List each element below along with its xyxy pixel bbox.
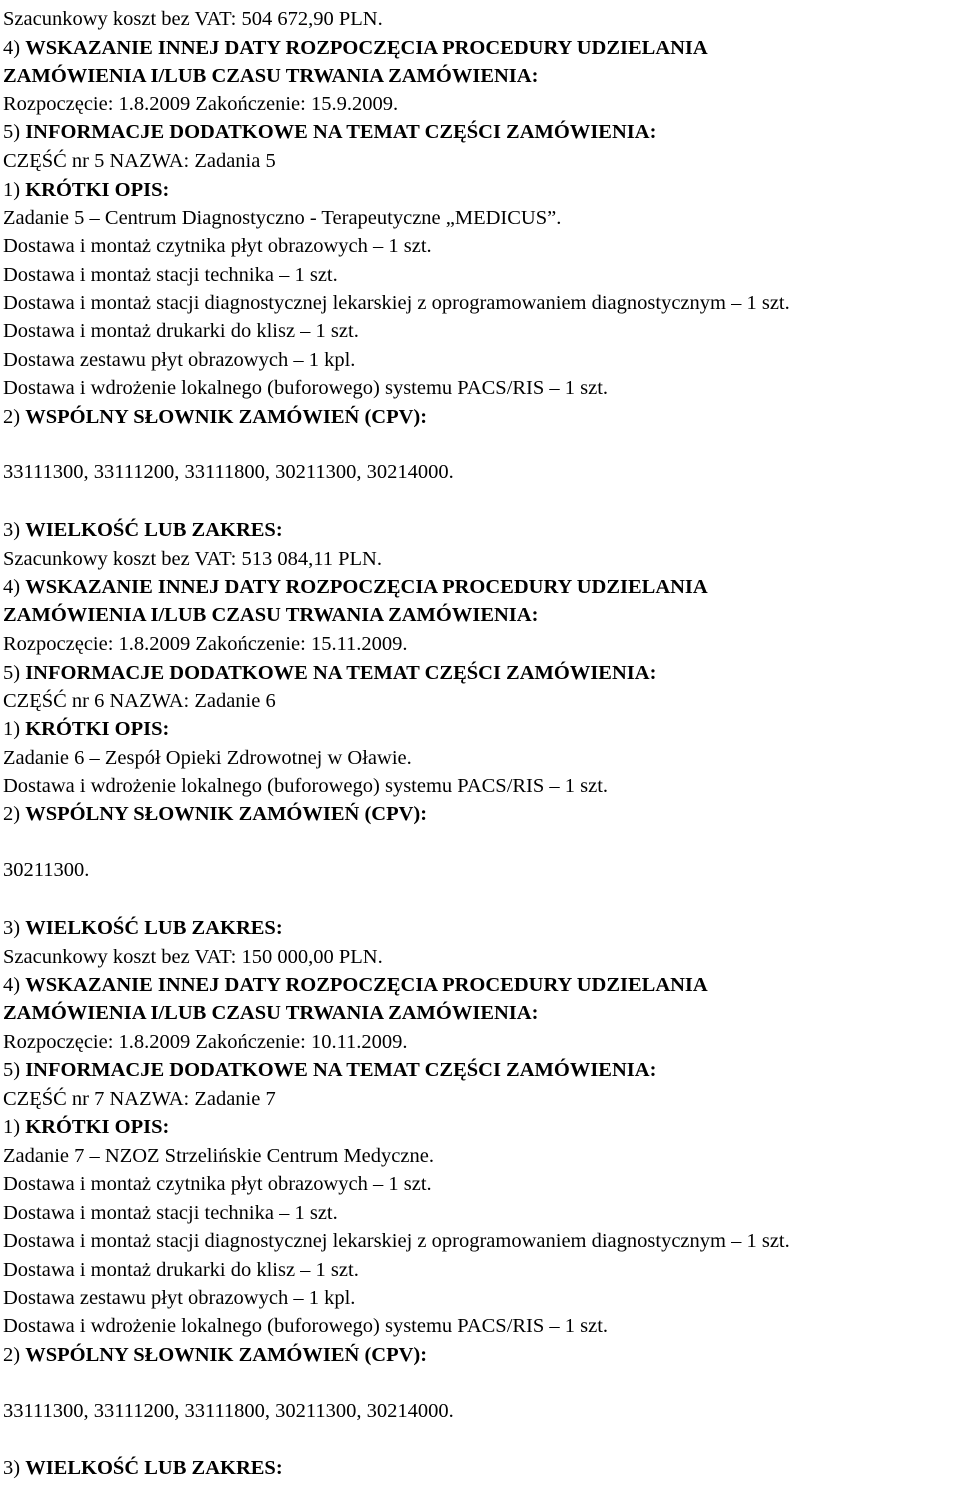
line-text: Dostawa i montaż stacji diagnostycznej lekarskiej z oprogramowaniem diagnostycznym – 1 szt. xyxy=(3,292,790,314)
text-line xyxy=(3,1228,790,1254)
heading-text: INFORMACJE DODATKOWE NA TEMAT CZĘŚCI ZAMÓWIENIA: xyxy=(25,121,657,143)
text-line xyxy=(3,631,408,657)
section-heading xyxy=(3,1342,427,1368)
line-text: 33111300, 33111200, 33111800, 30211300, 30214000. xyxy=(3,461,454,483)
heading-text: WSPÓLNY SŁOWNIK ZAMÓWIEŃ (CPV): xyxy=(25,406,428,428)
line-text: Rozpoczęcie: 1.8.2009 Zakończenie: 15.11.2009. xyxy=(3,633,408,655)
heading-text: WIELKOŚĆ LUB ZAKRES: xyxy=(25,519,283,541)
line-text: Dostawa zestawu płyt obrazowych – 1 kpl. xyxy=(3,349,356,371)
section-heading xyxy=(3,602,538,628)
line-text: Zadanie 6 – Zespół Opieki Zdrowotnej w Oławie. xyxy=(3,747,412,769)
line-text: Dostawa i montaż drukarki do klisz – 1 szt. xyxy=(3,320,359,342)
line-text: Rozpoczęcie: 1.8.2009 Zakończenie: 15.9.2009. xyxy=(3,93,399,115)
line-text: Zadanie 5 – Centrum Diagnostyczno - Terapeutyczne „MEDICUS”. xyxy=(3,207,562,229)
text-line xyxy=(3,1313,608,1339)
section-number: 4) xyxy=(3,37,26,59)
section-heading xyxy=(3,1057,656,1083)
section-heading xyxy=(3,716,169,742)
text-line xyxy=(3,1398,454,1424)
section-heading xyxy=(3,1114,169,1140)
text-line xyxy=(3,1200,338,1226)
section-heading xyxy=(3,177,169,203)
section-heading xyxy=(3,404,427,430)
text-line xyxy=(3,6,383,32)
section-number: 2) xyxy=(3,406,26,428)
heading-text: ZAMÓWIENIA I/LUB CZASU TRWANIA ZAMÓWIENIA: xyxy=(3,1002,539,1024)
text-line xyxy=(3,1285,355,1311)
text-line xyxy=(3,1086,276,1112)
section-number: 1) xyxy=(3,1116,26,1138)
heading-text: KRÓTKI OPIS: xyxy=(25,179,170,201)
line-text: Szacunkowy koszt bez VAT: 504 672,90 PLN. xyxy=(3,8,383,30)
line-text: Rozpoczęcie: 1.8.2009 Zakończenie: 10.11.2009. xyxy=(3,1031,408,1053)
text-line xyxy=(3,745,412,771)
text-line xyxy=(3,459,454,485)
text-line xyxy=(3,1029,408,1055)
section-number: 1) xyxy=(3,179,26,201)
line-text: CZĘŚĆ nr 6 NAZWA: Zadanie 6 xyxy=(3,690,276,712)
line-text: Dostawa i montaż stacji technika – 1 szt. xyxy=(3,1202,338,1224)
section-number: 1) xyxy=(3,718,26,740)
section-heading xyxy=(3,119,656,145)
text-line xyxy=(3,205,561,231)
section-number: 3) xyxy=(3,1457,26,1479)
heading-text: WSPÓLNY SŁOWNIK ZAMÓWIEŃ (CPV): xyxy=(25,1344,428,1366)
text-line xyxy=(3,262,338,288)
section-number: 2) xyxy=(3,1344,26,1366)
section-number: 5) xyxy=(3,121,26,143)
text-line xyxy=(3,688,276,714)
text-line xyxy=(3,375,608,401)
line-text: Dostawa i wdrożenie lokalnego (buforowego) systemu PACS/RIS – 1 szt. xyxy=(3,1315,609,1337)
section-heading xyxy=(3,801,427,827)
section-number: 4) xyxy=(3,974,26,996)
line-text: Dostawa zestawu płyt obrazowych – 1 kpl. xyxy=(3,1287,356,1309)
text-line xyxy=(3,347,355,373)
heading-text: ZAMÓWIENIA I/LUB CZASU TRWANIA ZAMÓWIENIA: xyxy=(3,604,539,626)
line-text: 30211300. xyxy=(3,859,90,881)
line-text: Szacunkowy koszt bez VAT: 150 000,00 PLN. xyxy=(3,946,383,968)
heading-text: WIELKOŚĆ LUB ZAKRES: xyxy=(25,1457,283,1479)
line-text: Szacunkowy koszt bez VAT: 513 084,11 PLN. xyxy=(3,548,382,570)
section-number: 5) xyxy=(3,1059,26,1081)
line-text: CZĘŚĆ nr 5 NAZWA: Zadania 5 xyxy=(3,150,276,172)
section-number: 3) xyxy=(3,917,26,939)
text-line xyxy=(3,290,790,316)
line-text: Zadanie 7 – NZOZ Strzelińskie Centrum Medyczne. xyxy=(3,1145,434,1167)
section-heading xyxy=(3,517,283,543)
section-heading xyxy=(3,1000,538,1026)
text-line xyxy=(3,1171,432,1197)
heading-text: WIELKOŚĆ LUB ZAKRES: xyxy=(25,917,283,939)
text-line xyxy=(3,233,432,259)
section-number: 2) xyxy=(3,803,26,825)
text-line xyxy=(3,1257,359,1283)
text-line xyxy=(3,773,608,799)
text-line xyxy=(3,944,383,970)
line-text: Dostawa i montaż drukarki do klisz – 1 szt. xyxy=(3,1259,359,1281)
text-line xyxy=(3,148,276,174)
section-heading xyxy=(3,660,656,686)
line-text: Dostawa i montaż czytnika płyt obrazowych – 1 szt. xyxy=(3,235,432,257)
heading-text: WSKAZANIE INNEJ DATY ROZPOCZĘCIA PROCEDURY UDZIELANIA xyxy=(25,37,708,59)
text-line xyxy=(3,546,382,572)
section-heading xyxy=(3,574,708,600)
line-text: Dostawa i montaż stacji technika – 1 szt. xyxy=(3,264,338,286)
text-line xyxy=(3,91,398,117)
line-text: Dostawa i montaż stacji diagnostycznej lekarskiej z oprogramowaniem diagnostycznym – 1 szt. xyxy=(3,1230,790,1252)
section-heading xyxy=(3,972,708,998)
section-number: 4) xyxy=(3,576,26,598)
text-line xyxy=(3,857,89,883)
section-heading xyxy=(3,35,708,61)
text-line xyxy=(3,318,359,344)
section-heading xyxy=(3,1455,283,1481)
text-line xyxy=(3,1143,434,1169)
section-heading xyxy=(3,63,538,89)
section-number: 3) xyxy=(3,519,26,541)
section-heading xyxy=(3,915,283,941)
heading-text: ZAMÓWIENIA I/LUB CZASU TRWANIA ZAMÓWIENIA: xyxy=(3,65,539,87)
line-text: Dostawa i wdrożenie lokalnego (buforowego) systemu PACS/RIS – 1 szt. xyxy=(3,775,609,797)
line-text: Dostawa i montaż czytnika płyt obrazowych – 1 szt. xyxy=(3,1173,432,1195)
heading-text: INFORMACJE DODATKOWE NA TEMAT CZĘŚCI ZAMÓWIENIA: xyxy=(25,1059,657,1081)
heading-text: KRÓTKI OPIS: xyxy=(25,718,170,740)
heading-text: WSKAZANIE INNEJ DATY ROZPOCZĘCIA PROCEDURY UDZIELANIA xyxy=(25,974,708,996)
line-text: CZĘŚĆ nr 7 NAZWA: Zadanie 7 xyxy=(3,1088,276,1110)
heading-text: INFORMACJE DODATKOWE NA TEMAT CZĘŚCI ZAMÓWIENIA: xyxy=(25,662,657,684)
line-text: Dostawa i wdrożenie lokalnego (buforowego) systemu PACS/RIS – 1 szt. xyxy=(3,377,609,399)
heading-text: WSKAZANIE INNEJ DATY ROZPOCZĘCIA PROCEDURY UDZIELANIA xyxy=(25,576,708,598)
heading-text: KRÓTKI OPIS: xyxy=(25,1116,170,1138)
section-number: 5) xyxy=(3,662,26,684)
line-text: 33111300, 33111200, 33111800, 30211300, 30214000. xyxy=(3,1400,454,1422)
heading-text: WSPÓLNY SŁOWNIK ZAMÓWIEŃ (CPV): xyxy=(25,803,428,825)
